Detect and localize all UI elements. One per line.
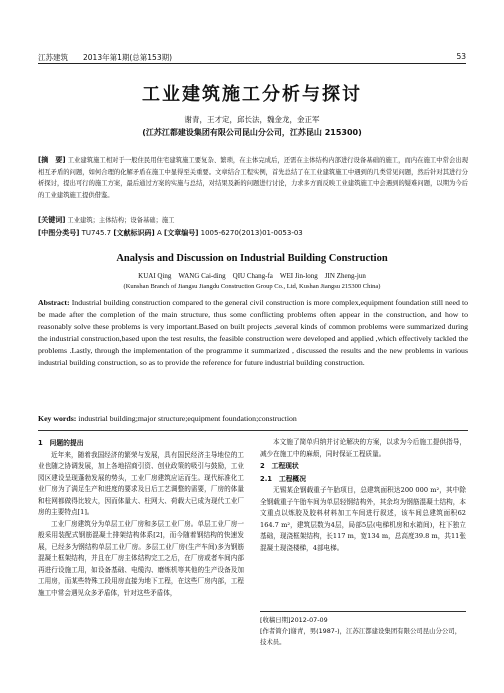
keywords-en-label: Key words: (38, 414, 77, 423)
author-bio: [作者简介]谢青，男(1987-)，江苏江都建设集团有限公司昆山分公司，技术员。 (260, 627, 462, 646)
keywords-cn (38, 215, 468, 225)
page-number: 53 (456, 52, 466, 61)
abstract-en-label: Abstract: (38, 298, 70, 307)
journal-issue: 江苏建筑 2013年第1期(总第153期) (38, 53, 173, 62)
divider (38, 430, 468, 431)
paragraph: 近年来，随着我国经济的繁荣与发展，具有国民经济主导地位的工业也随之协调发展，加上各地招商引资、创业政策的吸引与鼓励，工业园区建设呈现蓬勃发展的势头，工业厂房建筑应运而生。现代标准化工业厂房为了满足生产和进度的要求及日后工艺调整的需要，厂房的体量和柱网都做得比较大，因而体量大、柱网大、荷载大已成为现代工业厂房的主要特点[1]。 (38, 450, 244, 516)
keywords-en-text: industrial building;major structure;equipment foundation;construction (78, 414, 297, 423)
received-date: [收稿日期]2012-07-09 (260, 616, 328, 624)
paragraph: 无锡某企钢载重子午胎项目，总建筑面积达200 000 m²，其中除全钢载重子午胎车间为单层轻钢结构外，其余均为钢筋混凝土结构，本文重点以炼胶及胶料材料加工车间进行叙述，该车间总建筑面积62 164.7 m²，建筑层数为4层，局部5层(电梯机房和水箱间)，柱下独立基础，现浇框架结构，长117 m，宽134 m，总高度39.8 m，共11张混凝土现浇楼梯，4部电梯。 (260, 486, 466, 552)
doc-code-value: A (156, 229, 162, 237)
keywords-cn-text: 工业建筑；主体结构；设备基础；施工 (67, 217, 175, 224)
running-header (38, 50, 466, 64)
section-heading: 1 问题的提出 (38, 439, 84, 447)
keywords-en (38, 414, 468, 423)
body-column-right (260, 437, 466, 554)
doc-code-label: [文献标识码] (113, 229, 155, 237)
body-column-left (38, 437, 244, 599)
english-title: Analysis and Discussion on Industrial Building Construction (116, 253, 388, 264)
clc-label: [中图分类号] (38, 229, 80, 237)
keywords-cn-label: [关键词] (38, 216, 66, 224)
article-no-value: 1005-6270(2013)01-0053-03 (200, 229, 303, 237)
classification-line (38, 228, 468, 238)
abstract-en (38, 297, 468, 369)
authors: 谢青，王才定，邱长法，魏金龙，金正军 (184, 115, 320, 124)
page-title: 工业建筑施工分析与探讨 (142, 84, 362, 105)
abstract-cn-text: 工业建筑施工相对于一般住民用住宅建筑施工要复杂、繁琐，在主体完成后，还需在主体结构内部进行设备基础的施工，而内在施工中常会出现相互矛盾的问题，如何合理的化解矛盾在施工中显得至关重要。文章结合工程实例，首先总结了在工业建筑施工中遇到的几类常见问题，然后针对其进行分析探讨，提出可行的施工方案，最后通过方案的实施与总结，对结果及新的问题进行讨论，力求多方面反映工业建筑施工中会遇到的疑难问题，以期为今后的工业建筑施工提供借鉴。 (38, 157, 468, 199)
abstract-cn-label: [摘 要] (38, 156, 66, 164)
english-affiliation: (Kunshan Branch of Jiangsu Jiangdu Construction Group Co., Ltd, Kushan Jiangsu 215300 China) (123, 283, 381, 290)
abstract-en-text: Industrial building construction compared to the general civil construction is more complex,equipment foundation still need to be made after the completion of the main structure, thus some conflicting problems often appear in the construction, and how to reasonably solve these problems is very important.Based on built projects ,several kinds of common problems were summarized during the industrial construction,based upon the test results, the feasible construction were developed and applied ,which effectively tackled the problems .Lastly, through the implementation of the programme it summarized , discussed the results and the new problems in various industrial building construction, so as to provide the reference for future industrial building construction. (38, 298, 469, 367)
footnote (260, 611, 466, 648)
article-no-label: [文章编号] (164, 229, 199, 237)
abstract-cn (38, 155, 468, 201)
clc-value: TU745.7 (81, 229, 112, 237)
paragraph: 本文施了简单归纳并讨论解决的方案，以求为今后施工提供指导，减少在施工中的麻烦，同时保证工程质量。 (260, 438, 466, 458)
paragraph: 工业厂房建筑分为单层工业厂房和多层工业厂房。单层工业厂房一般采用装配式钢筋混凝土排架结构体系[2]，而今随着钢结构的快速发展，已经多为钢结构单层工业厂房。多层工业厂房(生产车间)多为钢筋混凝土框架结构，并且在厂房主体结构完工之后，在厂房或者车间内部再进行设施工用，如设备基础、电缆沟、磨炼机等其他的生产设备及加工用房，而某些特殊工段用房直接为地下工程，在这些厂房内部，工程施工中常会遇见众多矛盾体，针对这些矛盾体， (38, 519, 244, 597)
subsection-heading: 2.1 工程概况 (260, 474, 307, 483)
english-authors: KUAI Qing WANG Cai-ding QIU Chang-fa WEI Jin-long JIN Zheng-jun (138, 272, 366, 280)
section-heading: 2 工程现状 (260, 462, 299, 470)
affiliation: (江苏江都建设集团有限公司昆山分公司，江苏昆山 215300) (142, 128, 362, 137)
